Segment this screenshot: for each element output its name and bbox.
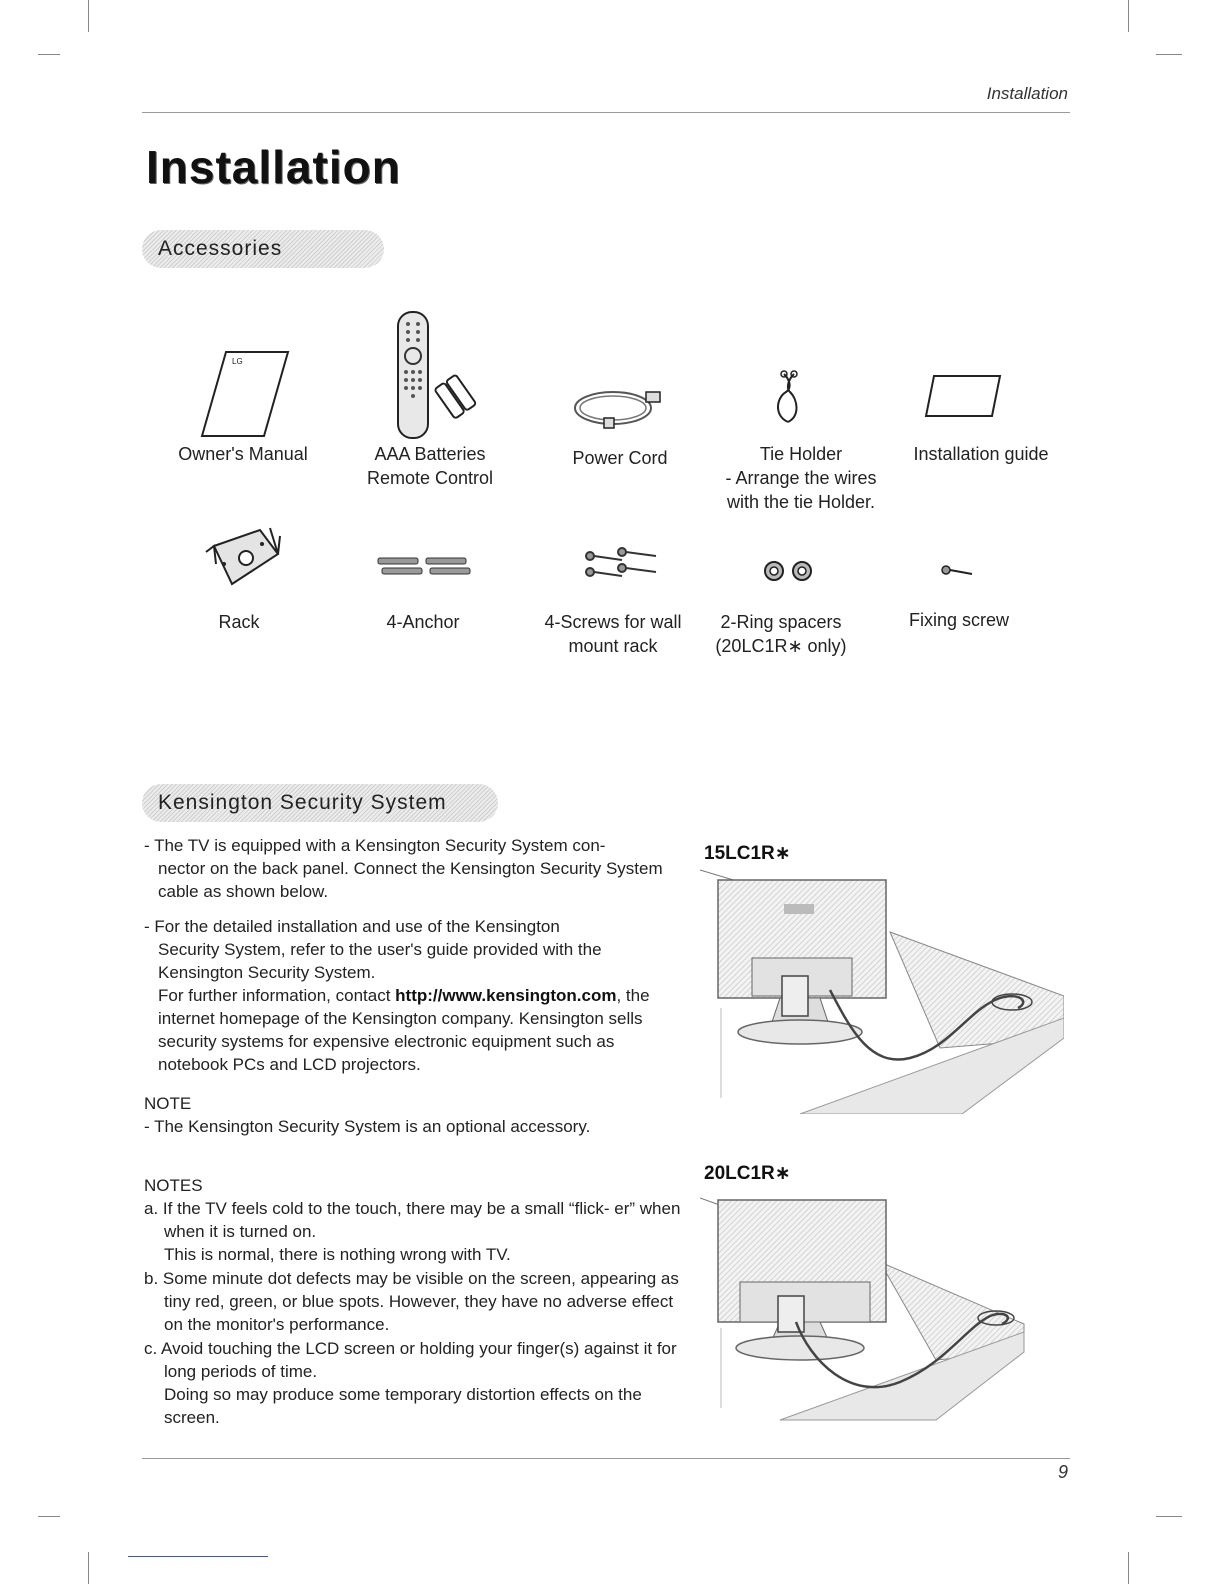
page-number: 9 [1057, 1462, 1068, 1482]
kensington-link[interactable]: http://www.kensington.com [395, 986, 617, 1005]
accessory-screws: 4-Screws for wall mount rack [544, 612, 682, 656]
accessory-power-cord: Power Cord [572, 448, 668, 468]
model-label-20lc1r: 20LC1R∗ [704, 1163, 791, 1184]
kensington-paragraph-1: - The TV is equipped with a Kensington Security System con- nector on the back panel. Connect the Kensington Security System cable as shown below. [144, 836, 663, 901]
footer-link-underline [128, 1556, 268, 1557]
ring-spacers-icon [760, 560, 820, 582]
notes-item-a: a. If the TV feels cold to the touch, there may be a small “flick- er” when when it is turned on. This is normal, there is nothing wrong with TV. [144, 1199, 681, 1264]
fixing-screw-icon [940, 562, 974, 578]
model-label-15lc1r: 15LC1R∗ [704, 843, 791, 864]
accessory-anchor: 4-Anchor [386, 612, 460, 632]
header-rule [142, 112, 1070, 113]
running-header: Installation [986, 84, 1068, 103]
rack-icon [200, 524, 284, 594]
accessory-installation-guide: Installation guide [913, 444, 1049, 464]
page-title: Installation [146, 141, 401, 193]
note-heading: NOTE [144, 1094, 192, 1113]
svg-text:LG: LG [232, 357, 243, 366]
power-cord-icon [568, 382, 678, 432]
footer-rule [142, 1458, 1070, 1459]
notes-block [144, 1174, 684, 1430]
accessory-rack: Rack [218, 612, 260, 632]
remote-control-icon [392, 310, 484, 442]
anchor-icon [376, 556, 472, 576]
screws-icon [584, 546, 660, 582]
installation-guide-icon [924, 372, 1004, 420]
note-text: - The Kensington Security System is an optional accessory. [144, 1117, 591, 1136]
notes-heading: NOTES [144, 1176, 203, 1195]
notes-item-b: b. Some minute dot defects may be visible on the screen, appearing as tiny red, green, or blue spots. However, they have no adverse effect on the monitor's performance. [144, 1269, 679, 1334]
accessory-ring-spacers: 2-Ring spacers (20LC1R∗ only) [715, 612, 847, 656]
tv-back-illustration-15lc1r [700, 868, 1064, 1114]
accessory-remote-control: AAA Batteries Remote Control [366, 444, 494, 488]
notes-item-c: c. Avoid touching the LCD screen or holding your finger(s) against it for long periods of time. Doing so may produce some temporary distortion effects on the screen. [144, 1339, 677, 1427]
accessory-fixing-screw: Fixing screw [908, 610, 1010, 630]
kensington-paragraph-2: - For the detailed installation and use of the Kensington Security System, refer to the user's guide provided with the Kensington Security System. For further information, contact http://www.kensington.com, the internet homepage of the Kensington company. Kensington sells security systems for expensive electronic equipment such as notebook PCs and LCD projectors. [144, 917, 650, 1074]
kensington-section-heading: Kensington Security System [142, 784, 498, 822]
tv-back-illustration-20lc1r [700, 1192, 1064, 1424]
kensington-body [144, 834, 684, 1138]
manual-icon [198, 350, 290, 440]
accessory-owners-manual: Owner's Manual [178, 444, 308, 464]
accessories-section-heading: Accessories [142, 230, 384, 268]
tie-holder-icon [768, 366, 808, 430]
accessory-tie-holder: Tie Holder - Arrange the wires with the tie Holder. [725, 444, 877, 512]
